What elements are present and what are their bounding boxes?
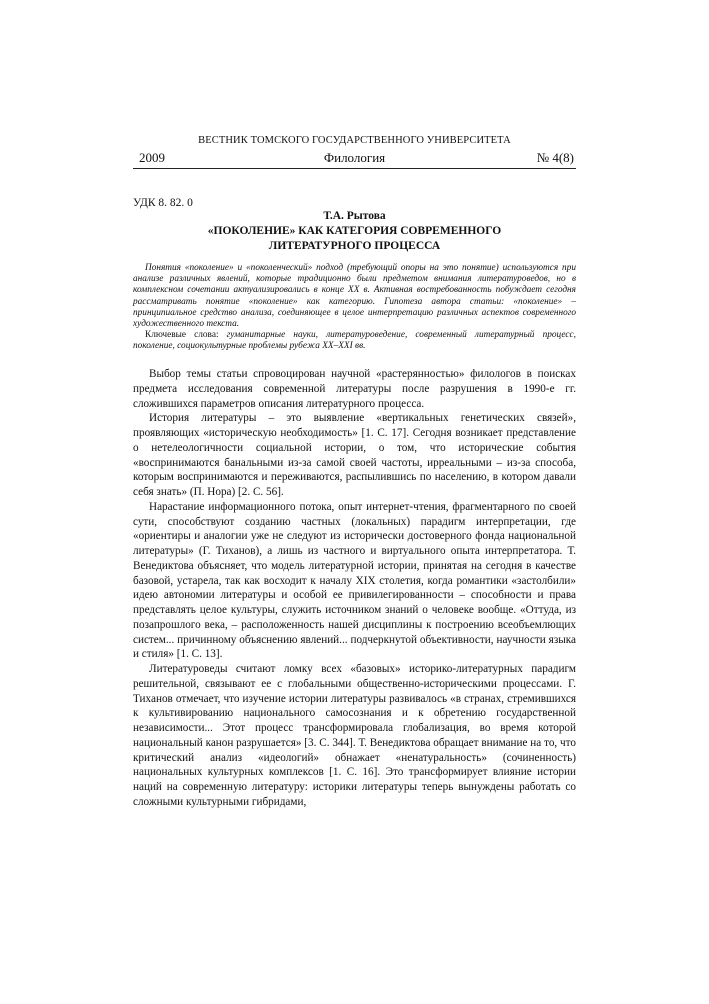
article-keywords: [133, 330, 576, 352]
article-body: [133, 367, 576, 810]
keywords-label: Ключевые слова:: [145, 330, 219, 340]
article-title: «ПОКОЛЕНИЕ» КАК КАТЕГОРИЯ СОВРЕМЕННОГО ЛИТЕРАТУРНОГО ПРОЦЕССА: [207, 225, 502, 252]
udk-code: УДК 8. 82. 0: [133, 197, 193, 209]
issue-number: № 4(8): [536, 150, 574, 165]
article-author: Т.А. Рытова: [323, 210, 386, 222]
body-paragraph: Литературоведы считают ломку всех «базовых» историко-литературных парадигм решительной, связывают ее с глобальными общественно-историческими процессами. Г. Тиханов отмечает, что изучение истории литературы развивалось «в странах, стремившихся к культивированию национального самосознания и к обретению государственной независимости... Этот процесс трансформировала глобализация, во время которой национальный канон разрушается» [3. С. 344]. Т. Венедиктова обращает внимание на то, что критический анализ «идеологий» обнажает «ненатуральность» (сочиненность) национальных культурных комплексов [1. С. 16]. Это трансформирует влияние истории наций на современную литературу: историки литературы теперь вынуждены работать со сложными культурными гибридами,: [133, 663, 576, 808]
body-paragraph: Выбор темы статьи спровоцирован научной «растерянностью» филологов в поисках предмета исследования современной литературы после разрушения в 1990-е гг. сложившихся параметров описания литературного процесса.: [133, 368, 576, 410]
issue-year: 2009: [139, 150, 165, 165]
keywords-list: гуманитарные науки, литературоведение, современный литературный процесс, поколение, социокультурные проблемы рубежа XX–XXI вв.: [133, 330, 576, 352]
article-abstract: Понятия «поколение» и «поколенческий» подход (требующий опоры на это понятие) используются при анализе различных явлений, которые традиционно были предметом внимания литературоведов, но в комплексном сочетании актуализировались в конце XX в. Активная востребованность побуждает сегодня рассматривать понятие «поколение» как категорию. Гипотеза автора статьи: «поколение» – принципиальное средство анализа, соединяющее в целое интерпретацию различных аспектов современного художественного текста.: [133, 263, 576, 330]
issue-line: [133, 150, 576, 169]
body-paragraph: История литературы – это выявление «вертикальных генетических связей», проявляющих «историческую необходимость» [1. С. 17]. Сегодня возникает представление о нетелеологичности социальной истории, о том, что исторические события «воспринимаются банальными из-за самой своей частоты, ирреальными – из-за способа, которым воспринимаются и переживаются, распылившись по населению, в котором давали себя знать» (П. Нора) [2. С. 56].: [133, 412, 576, 498]
section-name: Филология: [323, 150, 386, 165]
body-paragraph: Нарастание информационного потока, опыт интернет-чтения, фрагментарного по своей сути, способствуют созданию частных (локальных) парадигм интерпретации, где «ориентиры и аналогии уже не следуют из исторически достоверного фонда национальной литературы» (Г. Тиханов), а лишь из частного и виртуального опыта интерпретатора. Т. Венедиктова объясняет, что модель литературной истории, принятая на сегодня в качестве базовой, устарела, так как восходит к началу XIX столетия, когда романтики «застолбили» идею автономии литературы и особой ее привилегированности – способности и права представлять целое культуры, служить источником знаний о человеке вообще. «Оттуда, из позапрошлого века, – расположенность нашей дисциплины к построению всеобъемлющих систем... причинному объяснению явлений... подчеркнутой объективности, научности языка и стиля» [1. С. 13].: [133, 500, 576, 661]
journal-title: ВЕСТНИК ТОМСКОГО ГОСУДАРСТВЕННОГО УНИВЕРСИТЕТА: [198, 135, 511, 146]
